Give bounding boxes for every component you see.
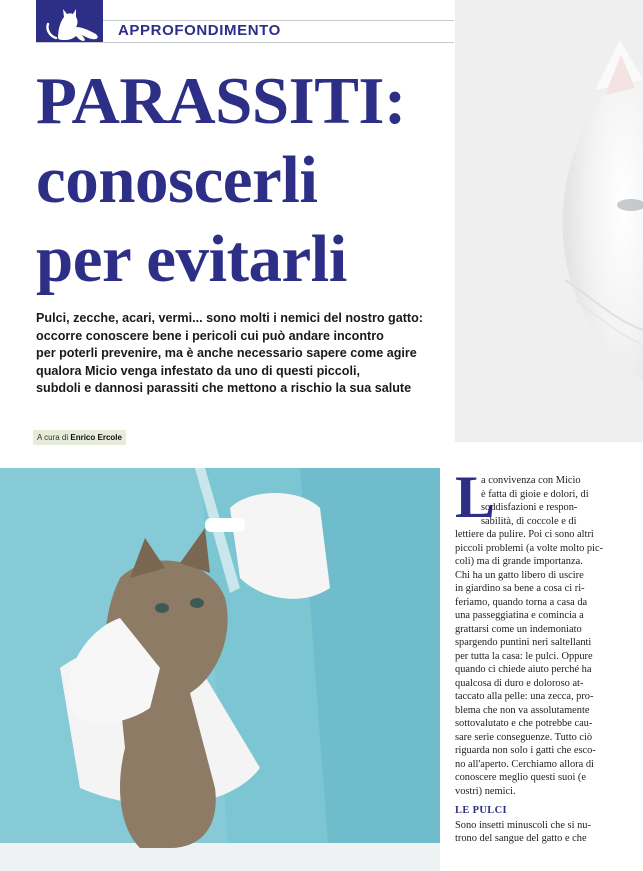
vet-kitten-photo — [0, 468, 440, 871]
headline — [36, 62, 406, 299]
body-line: qualcosa di duro e doloroso at- — [455, 677, 584, 689]
body-line: no all'aperto. Cerchiamo allora di — [455, 758, 594, 770]
article-body — [455, 474, 608, 846]
lede-line: qualora Micio venga infestato da uno di questi piccoli, — [36, 363, 360, 378]
headline-line: conoscerli — [36, 143, 318, 217]
headline-line: per evitarli — [36, 222, 347, 296]
sub-line: Sono insetti minuscoli che si nu- — [455, 819, 591, 831]
body-line: quando ci chiede aiuto perché ha — [455, 664, 592, 675]
credit-prefix: A cura di — [37, 433, 69, 442]
header-rule-bottom — [36, 42, 454, 43]
body-line: piccoli problemi (a volte molto pic- — [455, 542, 604, 554]
body-line: lettiere da pulire. Poi ci sono altri — [455, 529, 594, 540]
white-cat-photo — [455, 0, 643, 442]
author-credit — [33, 430, 126, 445]
body-line: grattarsi come un indemoniato — [455, 623, 582, 635]
body-line: blema che non va assolutamente — [455, 704, 590, 716]
sub-line: trono del sangue del gatto e che — [455, 833, 587, 844]
body-line: una passeggiatina e comincia a — [455, 610, 584, 621]
credit-author: Enrico Ercole — [70, 433, 122, 442]
dropcap: L — [455, 464, 496, 530]
intro-line: sabilità, di coccole e di — [481, 515, 577, 527]
lede-line: subdoli e dannosi parassiti che mettono a rischio la sua salute — [36, 381, 412, 395]
lede-line: Pulci, zecche, acari, vermi... sono molti i nemici del nostro gatto: — [36, 311, 424, 325]
white-cat-illustration — [455, 0, 643, 442]
vet-kitten-illustration — [0, 468, 440, 871]
intro-line: soddisfazioni e respon- — [481, 502, 578, 513]
lede-line: per poterli prevenire, ma è anche necessario sapere come agire — [36, 346, 417, 360]
body-line: vostri) nemici. — [455, 785, 516, 797]
section-badge — [36, 0, 103, 42]
body-line: per tutta la casa: le pulci. Oppure — [455, 650, 593, 662]
cat-silhouette-icon — [36, 0, 103, 42]
lede — [36, 310, 456, 398]
body-line: coli) ma di grande importanza. — [455, 556, 583, 567]
intro-line: è fatta di gioie e dolori, di — [481, 488, 589, 500]
section-label: APPROFONDIMENTO — [118, 22, 281, 39]
body-line: conoscere meglio questi suoi (e — [455, 772, 586, 783]
subhead: LE PULCI — [455, 805, 507, 816]
body-line: Chi ha un gatto libero di uscire — [455, 569, 584, 581]
body-line: in giardino sa bene a cosa ci ri- — [455, 583, 585, 594]
body-line: feriamo, quando torna a casa da — [455, 596, 588, 608]
headline-line: PARASSITI: — [36, 64, 406, 138]
intro-line: a convivenza con Micio — [481, 475, 581, 486]
body-line: spargendo puntini neri saltellanti — [455, 637, 592, 648]
lede-line: occorre conoscere bene i pericoli cui può andare incontro — [36, 328, 384, 343]
body-line: riguarda non solo i gatti che esco- — [455, 745, 596, 756]
body-line: taccato alla pelle: una zecca, pro- — [455, 691, 594, 702]
body-line: sottovalutato e che potrebbe cau- — [455, 718, 593, 729]
body-line: sare serie conseguenze. Tutto ciò — [455, 731, 593, 743]
